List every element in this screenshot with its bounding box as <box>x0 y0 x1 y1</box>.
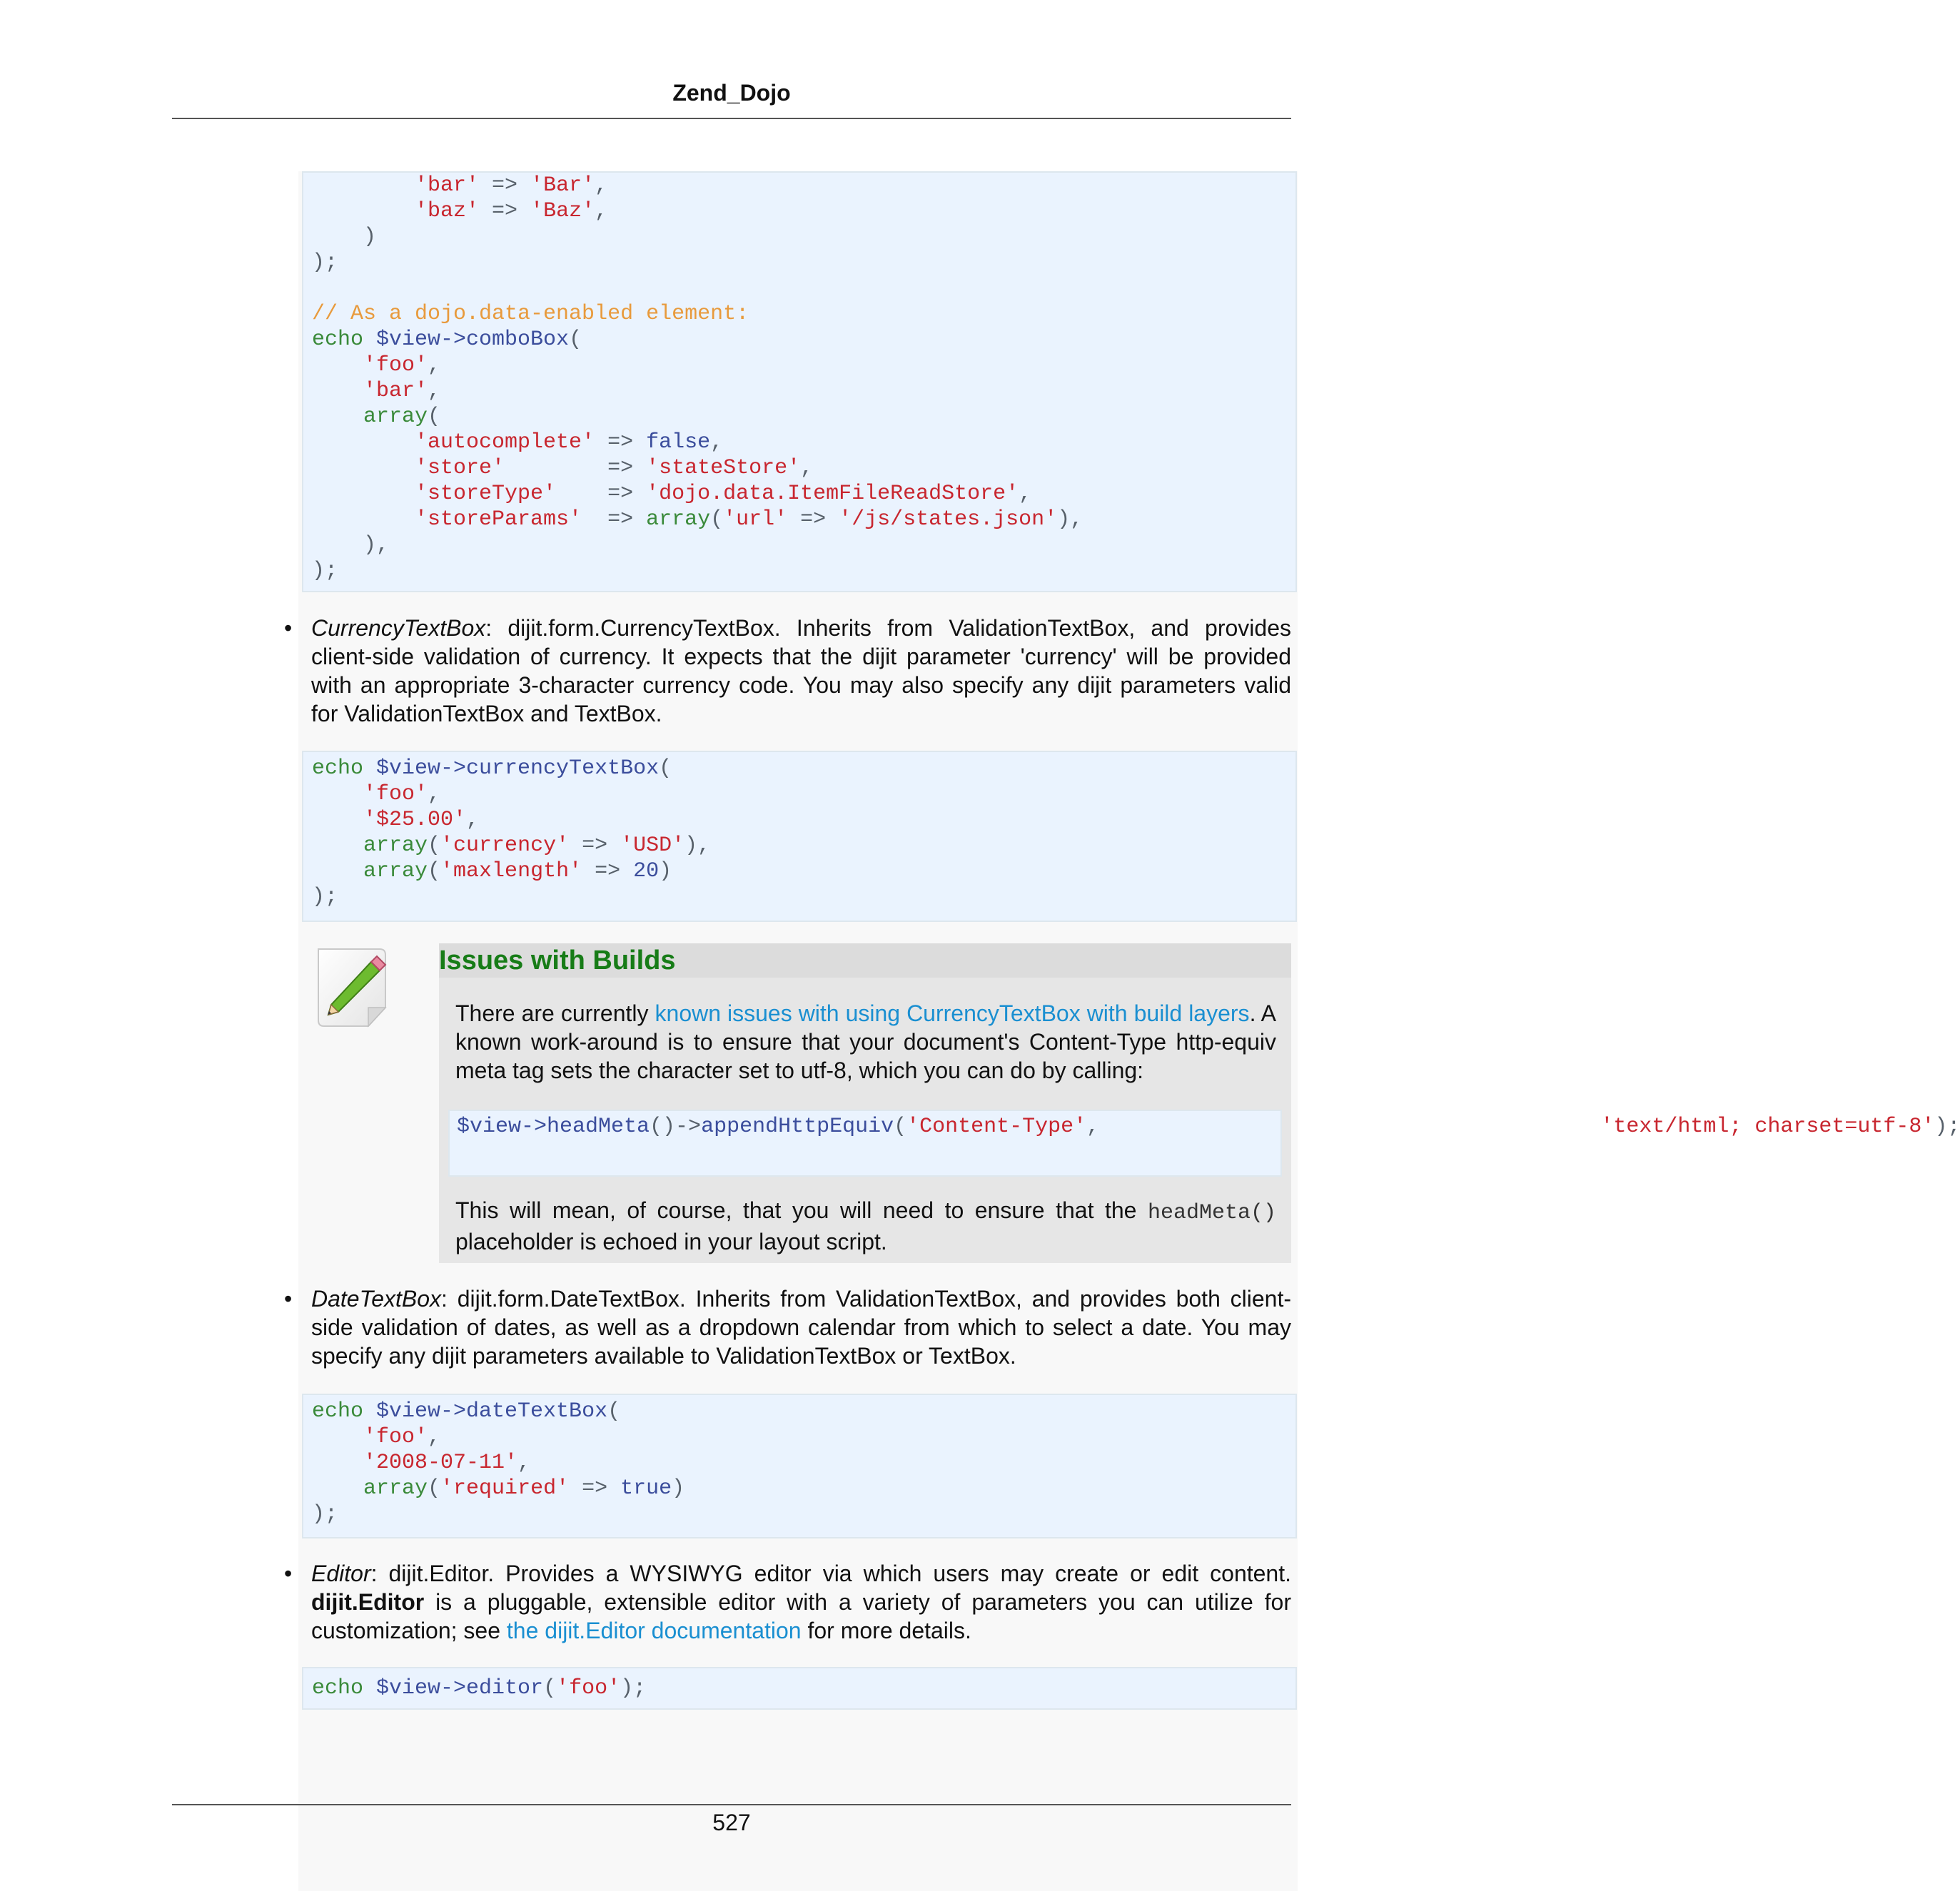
code-token: array <box>312 859 428 883</box>
code-token: echo <box>312 328 377 352</box>
code-token: 'Bar' <box>530 173 595 198</box>
note-paragraph-2 <box>455 1196 1276 1256</box>
code-line <box>312 327 1295 353</box>
running-header: Zend_Dojo <box>672 80 791 106</box>
code-token: ( <box>894 1115 907 1139</box>
code-token: , <box>595 199 608 223</box>
code-token: ( <box>607 1399 621 1424</box>
code-token: => <box>582 507 647 532</box>
header-rule <box>172 118 1291 119</box>
code-line <box>312 507 1295 532</box>
code-token: $view->dateTextBox <box>376 1399 608 1424</box>
code-line <box>312 807 1295 833</box>
code-token: 'bar' <box>312 379 428 403</box>
note-text2-before: This will mean, of course, that you will need to ensure that the <box>455 1197 1148 1223</box>
code-line <box>312 481 1295 507</box>
code-line <box>312 1476 1295 1501</box>
inline-code-headmeta: headMeta() <box>1147 1201 1276 1225</box>
code-token: 'Content-Type' <box>906 1115 1087 1139</box>
code-line <box>312 173 1295 198</box>
known-issues-link[interactable]: known issues with using CurrencyTextBox with build layers <box>655 1000 1250 1026</box>
code-token: => <box>505 456 647 480</box>
code-line <box>312 1424 1295 1450</box>
code-token: 'baz' <box>312 199 480 223</box>
code-token: , <box>428 353 441 377</box>
code-token: array <box>312 833 428 858</box>
code-token: ( <box>428 1476 441 1501</box>
code-token: // As a dojo.data-enabled element: <box>312 302 749 326</box>
code-line <box>312 858 1295 884</box>
code-token: ), <box>1057 507 1083 532</box>
code-line <box>312 250 1295 275</box>
code-token: ) <box>659 859 672 883</box>
currency-description: : dijit.form.CurrencyTextBox. Inherits from ValidationTextBox, and provides client-side validation of currency. It expects that the dijit parameter 'currency' will be provided with an appropriate 3-character currency code. You may also specify any dijit parameters valid for ValidationTextBox and TextBox. <box>311 615 1291 726</box>
code-token: , <box>710 430 724 455</box>
code-token: '$25.00' <box>312 808 467 832</box>
code-token: , <box>800 456 814 480</box>
note-paragraph-1 <box>455 999 1276 1085</box>
note-pencil-icon <box>314 946 391 1030</box>
code-token: => <box>479 199 531 223</box>
code-token: $view->editor <box>376 1676 544 1700</box>
code-token: , <box>1019 482 1032 506</box>
code-line <box>312 833 1295 858</box>
code-token: 'Baz' <box>530 199 595 223</box>
code-token: 'required' <box>440 1476 570 1501</box>
code-token: , <box>428 1425 441 1449</box>
code-token: appendHttpEquiv <box>701 1115 894 1139</box>
code-token: ( <box>659 756 672 781</box>
code-token: 'text/html; charset=utf-8' <box>1600 1115 1935 1139</box>
code-line <box>312 275 1295 301</box>
dijit-editor-docs-link[interactable]: the dijit.Editor documentation <box>506 1618 802 1643</box>
bullet: • <box>284 1286 293 1312</box>
code-token: 'storeType' <box>312 482 557 506</box>
code-token: 'stateStore' <box>646 456 801 480</box>
code-token: 'bar' <box>312 173 480 198</box>
code-token: ( <box>428 833 441 858</box>
code-block-datetextbox <box>302 1394 1297 1538</box>
editor-text-2: is a pluggable, extensible editor with a variety of parameters you can utilize for customization; see <box>311 1589 1291 1643</box>
code-token: => <box>569 833 621 858</box>
list-item-datetextbox <box>311 1284 1291 1370</box>
code-token: array <box>312 1476 428 1501</box>
note-text-before: There are currently <box>455 1000 655 1026</box>
bullet: • <box>284 1561 293 1586</box>
code-token: ); <box>312 885 338 909</box>
code-token: '/js/states.json' <box>839 507 1058 532</box>
code-token: => <box>582 859 634 883</box>
code-token: 'foo' <box>556 1676 621 1700</box>
code-line <box>312 781 1295 807</box>
note-code-block <box>448 1110 1960 1177</box>
code-token: ), <box>685 833 711 858</box>
footer-rule <box>172 1804 1291 1805</box>
code-token: , <box>595 173 608 198</box>
code-token: 'foo' <box>312 782 428 806</box>
code-token: ), <box>312 533 390 557</box>
code-token: ); <box>312 1502 338 1526</box>
code-token: , <box>428 782 441 806</box>
code-token: 'foo' <box>312 353 428 377</box>
code-line <box>312 532 1295 558</box>
code-token: echo <box>312 1399 377 1424</box>
code-block-combobox <box>302 171 1297 592</box>
page-number: 527 <box>712 1810 751 1835</box>
code-token: ) <box>672 1476 685 1501</box>
code-line <box>312 455 1295 481</box>
code-token: 'autocomplete' <box>312 430 595 455</box>
code-token: , <box>428 379 441 403</box>
code-token: ); <box>312 250 338 275</box>
list-item-currencytextbox <box>311 614 1291 728</box>
code-line <box>312 1399 1295 1424</box>
list-item-editor <box>311 1559 1291 1645</box>
code-line <box>312 558 1295 584</box>
code-token: 'storeParams' <box>312 507 582 532</box>
code-token: 'url' <box>723 507 788 532</box>
date-description: : dijit.form.DateTextBox. Inherits from ValidationTextBox, and provides both client-side validation of dates, as well as a dropdown calendar from which to select a date. You may specify any dijit parameters available to ValidationTextBox or TextBox. <box>311 1286 1291 1369</box>
code-block-currencytextbox <box>302 751 1297 922</box>
editor-bold: dijit.Editor <box>311 1589 425 1615</box>
code-token: array <box>646 507 711 532</box>
code-token: , <box>1086 1115 1100 1139</box>
code-line <box>312 353 1295 378</box>
code-token: => <box>569 1476 621 1501</box>
code-token: 'maxlength' <box>440 859 582 883</box>
note-title: Issues with Builds <box>439 943 1291 978</box>
code-token: ()-> <box>650 1115 702 1139</box>
term-datetextbox: DateTextBox <box>311 1286 442 1312</box>
code-token: $view->comboBox <box>376 328 570 352</box>
code-token: ) <box>312 225 377 249</box>
bullet: • <box>284 615 293 641</box>
code-token: 'dojo.data.ItemFileReadStore' <box>646 482 1019 506</box>
code-line <box>312 1675 1295 1701</box>
editor-text-1: : dijit.Editor. Provides a WYSIWYG editor via which users may create or edit content. <box>370 1561 1291 1586</box>
code-token: ); <box>620 1676 647 1700</box>
code-token: => <box>556 482 647 506</box>
code-token: ( <box>569 328 582 352</box>
editor-text-3: for more details. <box>801 1618 971 1643</box>
code-token: false <box>646 430 711 455</box>
code-token: 'store' <box>312 456 505 480</box>
code-token: $view->currencyTextBox <box>376 756 660 781</box>
code-line <box>312 884 1295 910</box>
code-token: $view->headMeta <box>457 1115 650 1139</box>
code-line <box>457 1115 1099 1139</box>
code-line <box>312 430 1295 455</box>
code-token: ( <box>428 859 441 883</box>
code-token: => <box>595 430 647 455</box>
code-token: ( <box>543 1676 557 1700</box>
code-token: 'currency' <box>440 833 570 858</box>
note-text-after: . A known work-around is to ensure that your document's Content-Type http-equiv meta tag sets the character set to utf-8, which you can do by calling: <box>455 1000 1277 1083</box>
code-line <box>312 1450 1295 1476</box>
code-token: '2008-07-11' <box>312 1451 518 1475</box>
code-token: true <box>620 1476 672 1501</box>
code-token: 20 <box>633 859 660 883</box>
code-line <box>312 378 1295 404</box>
term-currencytextbox: CurrencyTextBox <box>311 615 486 641</box>
code-token: , <box>466 808 480 832</box>
code-token: array <box>312 405 428 429</box>
code-token: echo <box>312 1676 377 1700</box>
code-token <box>1099 1115 1600 1139</box>
code-token: echo <box>312 756 377 781</box>
code-token: ( <box>710 507 724 532</box>
note-text2-after: placeholder is echoed in your layout script. <box>455 1229 887 1254</box>
term-editor: Editor <box>311 1561 371 1586</box>
code-line <box>312 756 1295 781</box>
code-token: 'foo' <box>312 1425 428 1449</box>
code-token: ); <box>312 559 338 583</box>
code-token: ); <box>1934 1115 1960 1139</box>
code-token: 'USD' <box>620 833 685 858</box>
code-line <box>312 224 1295 250</box>
code-token: => <box>787 507 839 532</box>
code-block-editor <box>302 1667 1297 1710</box>
code-line <box>312 404 1295 430</box>
code-line <box>312 301 1295 327</box>
code-line <box>312 198 1295 224</box>
code-token: , <box>517 1451 531 1475</box>
code-line <box>312 1501 1295 1527</box>
code-token: ( <box>428 405 441 429</box>
code-line <box>1099 1115 1960 1139</box>
code-token: => <box>479 173 531 198</box>
